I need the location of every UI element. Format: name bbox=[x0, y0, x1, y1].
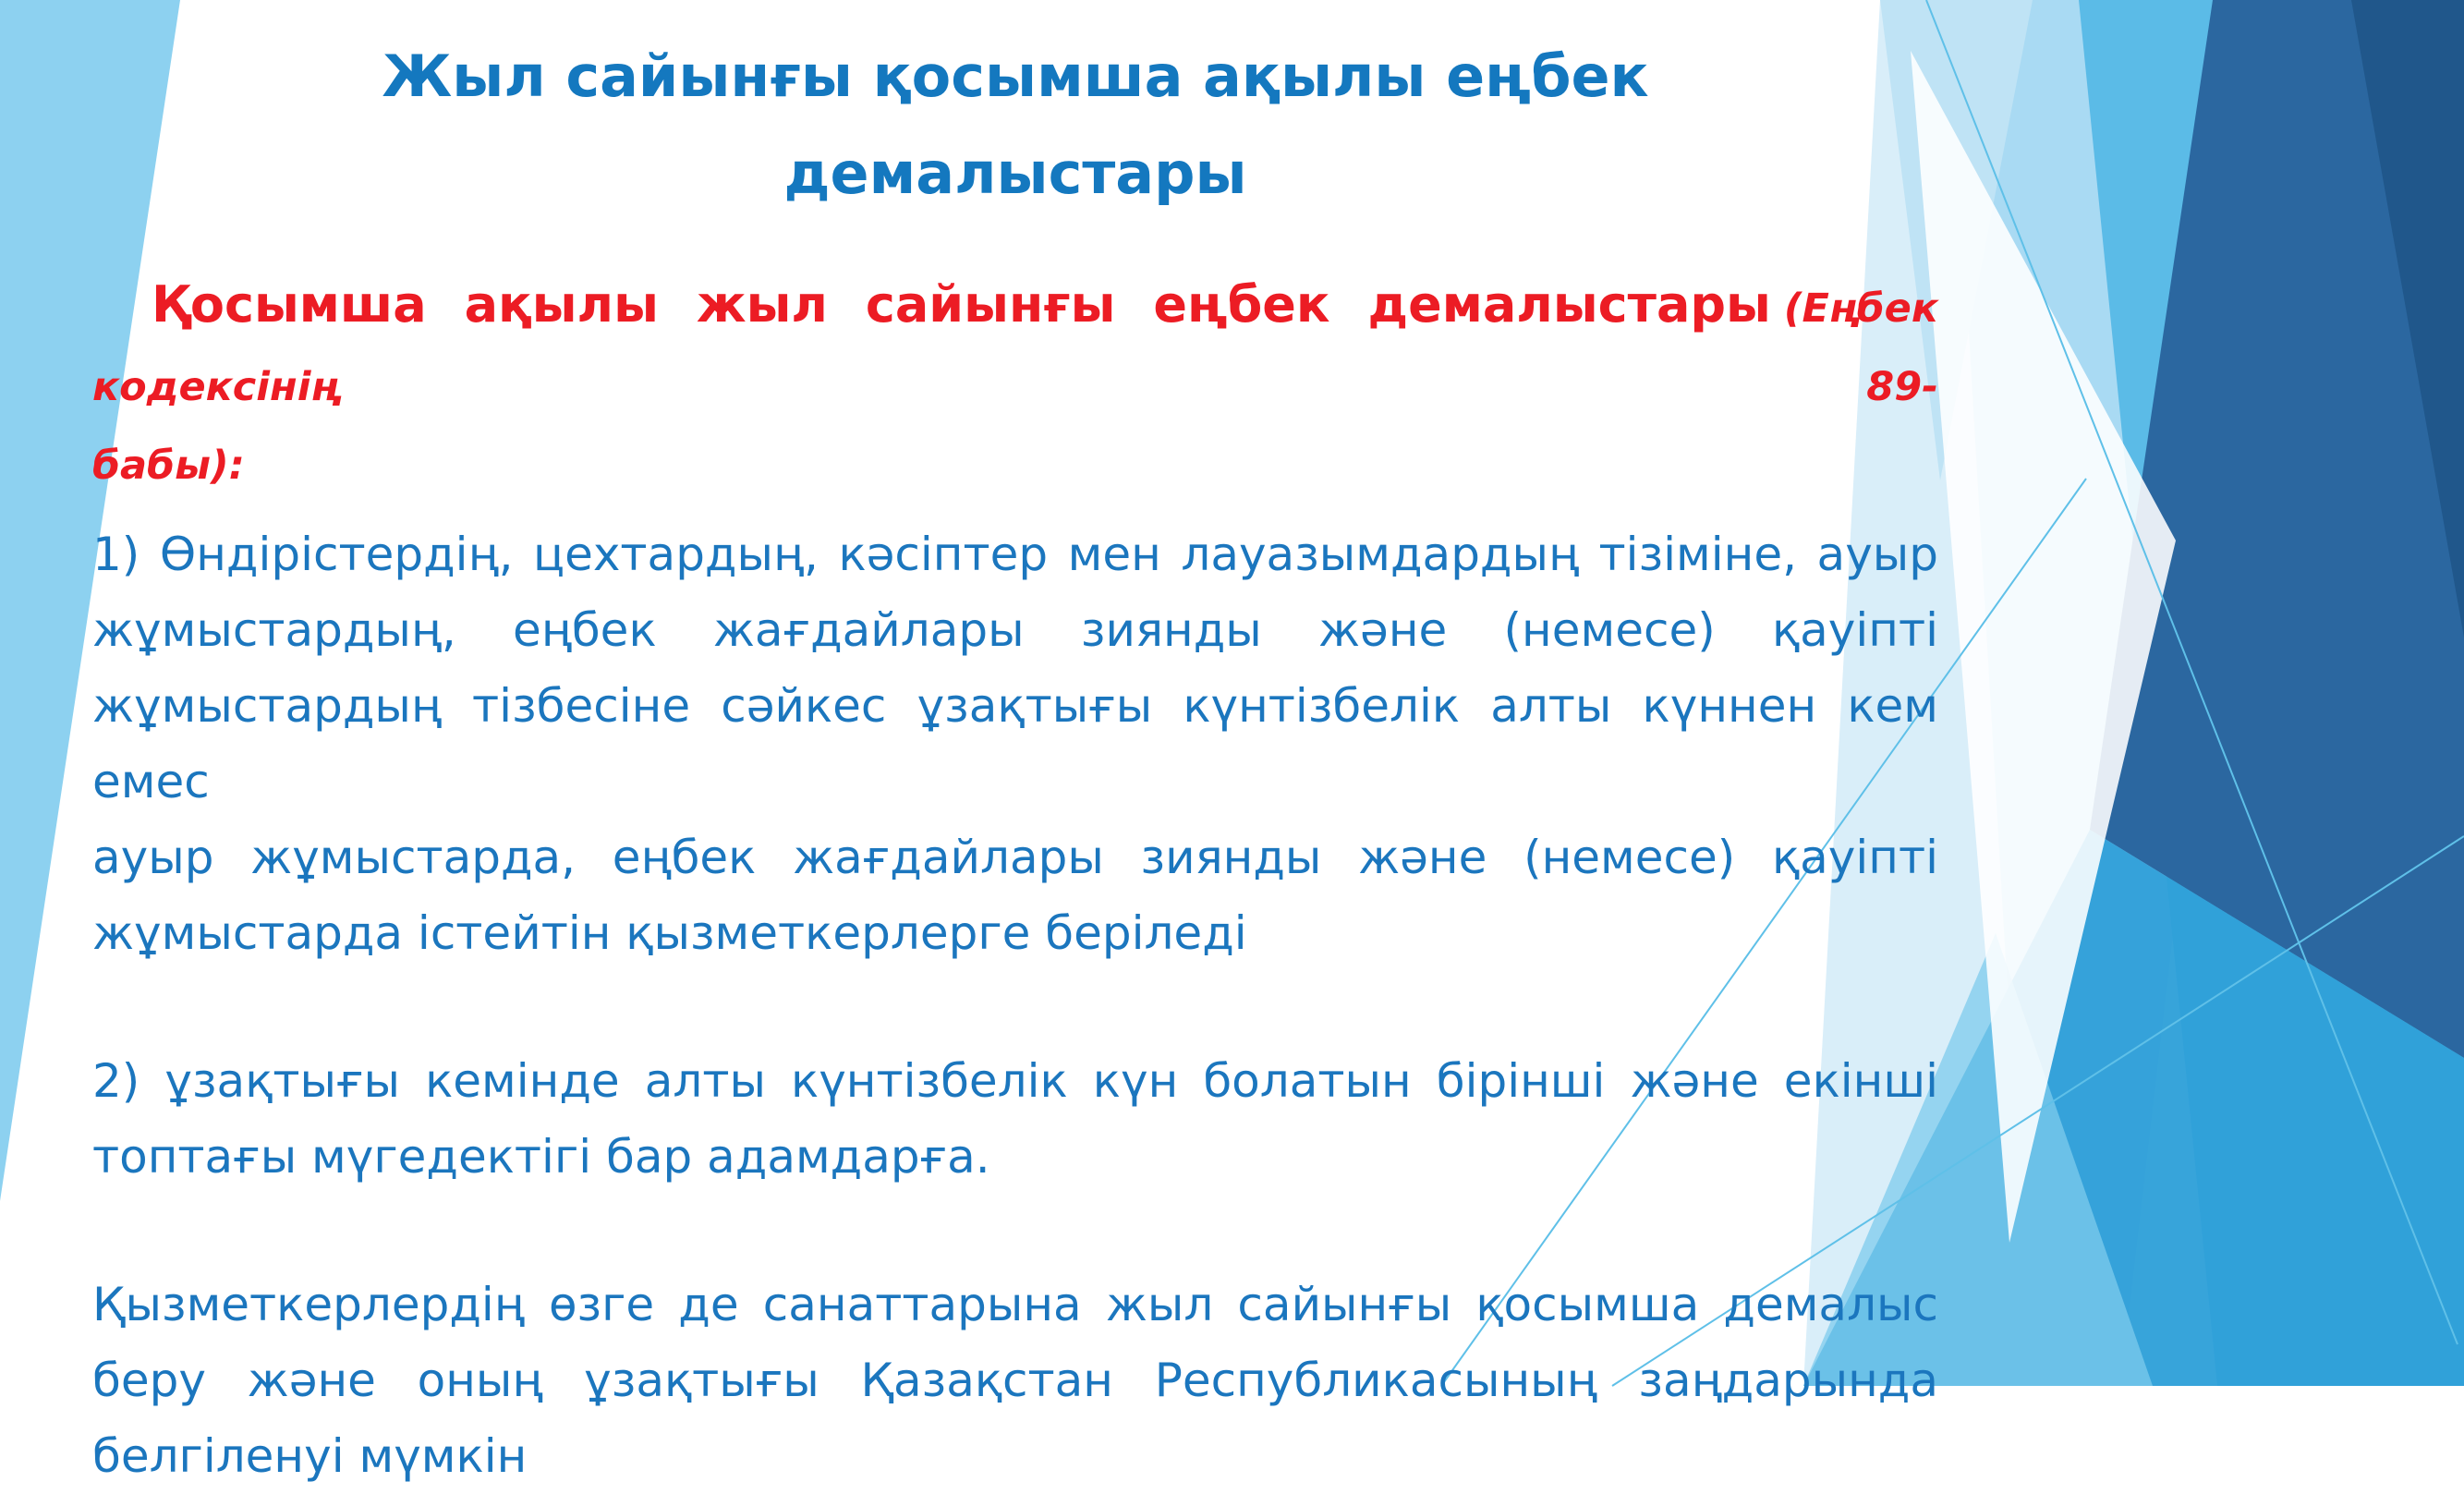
body-line: жұмыстардың тізбесіне сәйкес ұзақтығы күнтізбелік алты күннен кем емес bbox=[92, 679, 1938, 808]
body-line: 2) ұзақтығы кемінде алты күнтізбелік күн болатын бірінші және екінші bbox=[92, 1054, 1938, 1108]
body-line: ауыр жұмыстарда, еңбек жағдайлары зиянды және (немесе) қауіпті bbox=[92, 831, 1938, 884]
body-line: беру және оның ұзақтығы Қазақстан Республикасының заңдарында bbox=[92, 1354, 1938, 1407]
slide-content bbox=[92, 28, 1938, 1494]
red-heading-italic-text: (Еңбек кодексінің 89- bbox=[92, 285, 1938, 410]
body-line: жұмыстардың, еңбек жағдайлары зиянды және (немесе) қауіпті bbox=[92, 603, 1938, 657]
red-heading-italic-text: бабы): bbox=[92, 443, 245, 489]
body-line: жұмыстарда істейтін қызметкерлерге беріледі bbox=[92, 906, 1247, 960]
title-line: демалыстары bbox=[783, 140, 1247, 207]
body-line: 1) Өндірістердің, цехтардың, кәсіптер мен лауазымдардың тізіміне, ауыр bbox=[92, 528, 1938, 581]
title-line: Жыл сайынғы қосымша ақылы еңбек bbox=[382, 43, 1649, 110]
red-heading bbox=[92, 270, 1938, 509]
red-heading-line bbox=[92, 270, 1938, 431]
paragraph-3 bbox=[92, 1267, 1938, 1494]
paragraph-1 bbox=[92, 516, 1938, 971]
paragraph-2 bbox=[92, 1043, 1938, 1195]
body-line: топтағы мүгедектігі бар адамдарға. bbox=[92, 1130, 990, 1184]
red-heading-line bbox=[92, 431, 1938, 509]
body-line: белгіленуі мүмкін bbox=[92, 1429, 528, 1483]
page-title bbox=[92, 28, 1938, 222]
red-heading-bold-text: Қосымша ақылы жыл сайынғы еңбек демалыстары bbox=[152, 275, 1771, 334]
body-line: Қызметкерлердің өзге де санаттарына жыл сайынғы қосымша демалыс bbox=[92, 1278, 1938, 1331]
